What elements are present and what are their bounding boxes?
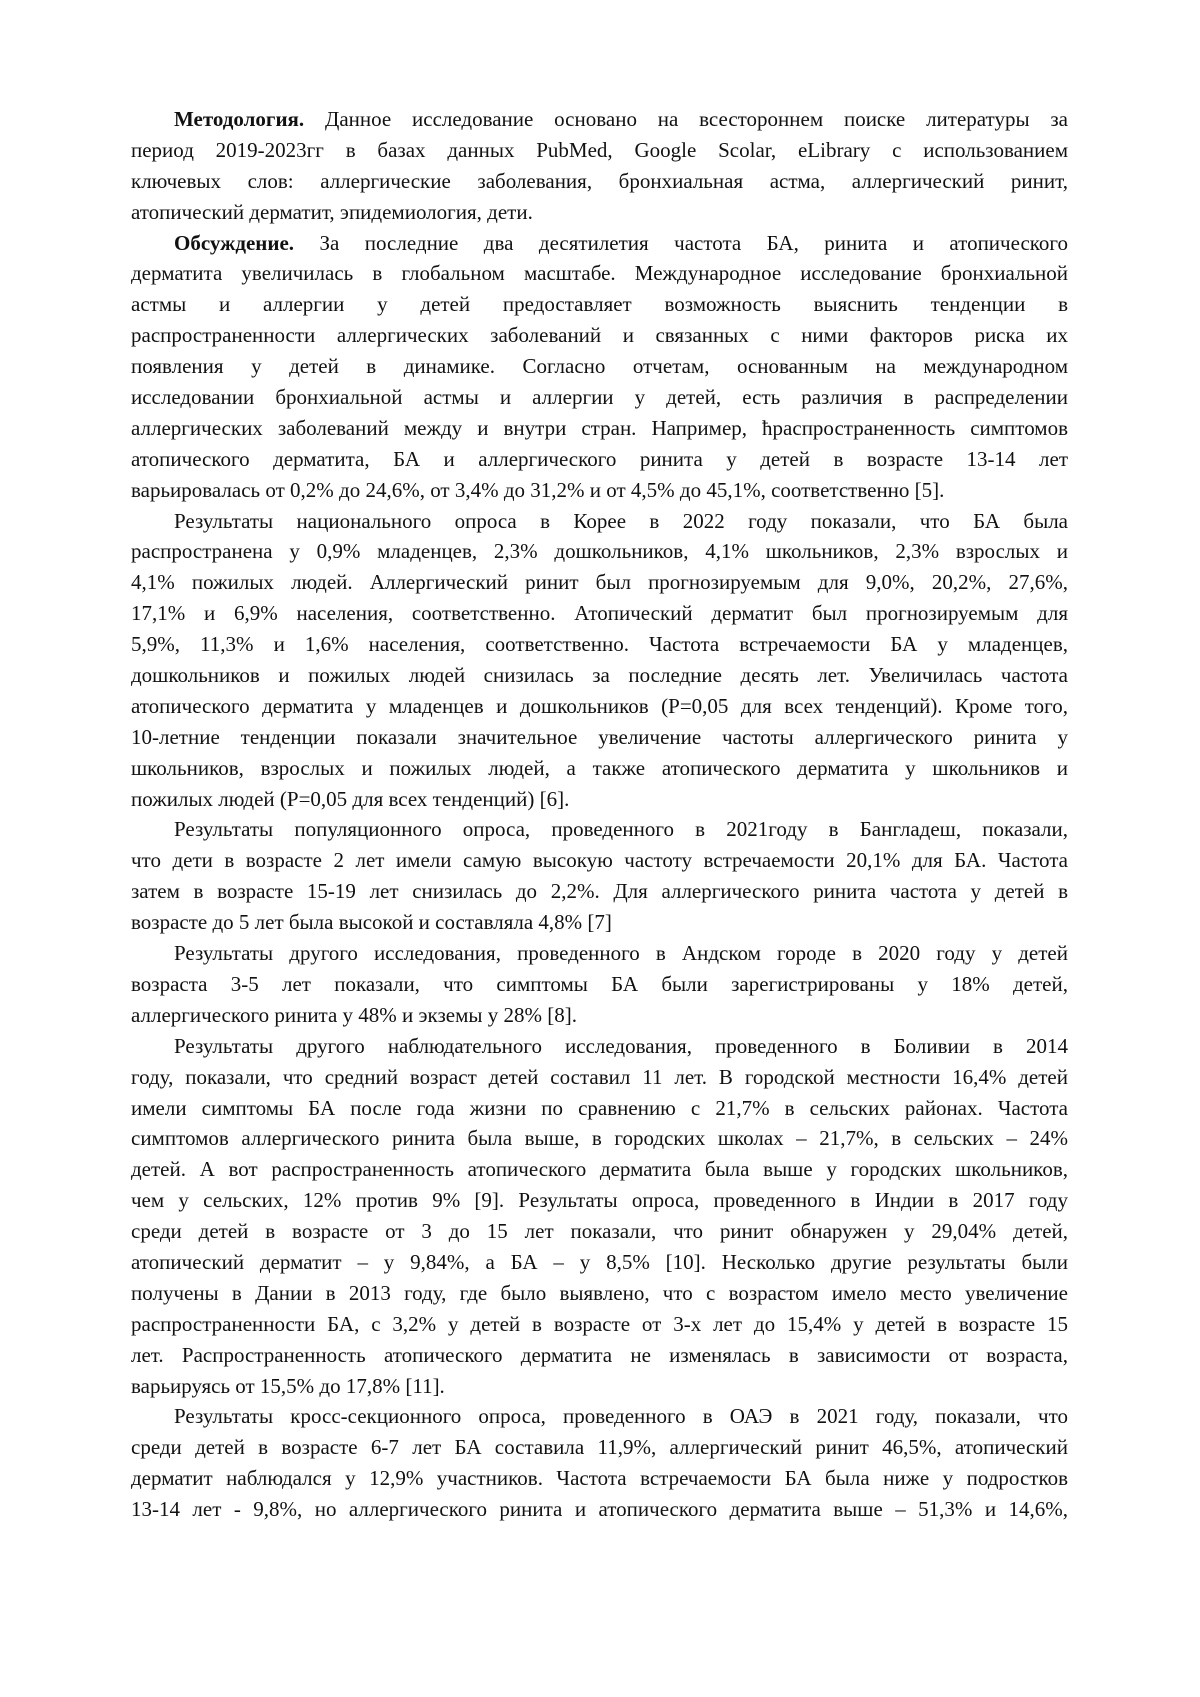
text-line — [131, 1062, 1068, 1093]
section-heading: Обсуждение. — [174, 231, 294, 255]
text-line — [131, 629, 1068, 660]
text-line — [131, 1247, 1068, 1278]
paragraph — [131, 1031, 1068, 1402]
line-text: распространенности аллергических заболеваний и связанных с ними факторов риска их — [131, 323, 1068, 347]
document-page — [131, 104, 1068, 1525]
line-text: атопический дерматит – у 9,84%, а БА – у 8,5% [10]. Несколько другие результаты были — [131, 1250, 1068, 1274]
line-text: 13-14 лет - 9,8%, но аллергического ринита и атопического дерматита выше – 51,3% и 14,6%, — [131, 1497, 1068, 1521]
line-text: За последние два десятилетия частота БА, ринита и атопического — [294, 231, 1068, 255]
text-line — [131, 1031, 1068, 1062]
text-line — [131, 938, 1068, 969]
text-line — [131, 814, 1068, 845]
line-text: возраста 3-5 лет показали, что симптомы БА были зарегистрированы у 18% детей, — [131, 972, 1068, 996]
text-line — [131, 1463, 1068, 1494]
text-line — [131, 1000, 1068, 1031]
line-text: дерматита увеличилась в глобальном масштабе. Международное исследование бронхиальной — [131, 261, 1068, 285]
line-text: Данное исследование основано на всестороннем поиске литературы за — [304, 107, 1068, 131]
line-text: что дети в возрасте 2 лет имели самую высокую частоту встречаемости 20,1% для БА. Частота — [131, 848, 1068, 872]
paragraph — [131, 228, 1068, 506]
line-text: атопического дерматита, БА и аллергического ринита у детей в возрасте 13-14 лет — [131, 447, 1068, 471]
line-text: возрасте до 5 лет была высокой и составляла 4,8% [7] — [131, 910, 612, 934]
line-text: атопического дерматита у младенцев и дошкольников (P=0,05 для всех тенденций). Кроме того, — [131, 694, 1068, 718]
line-text: аллергического ринита у 48% и экземы у 28% [8]. — [131, 1003, 577, 1027]
line-text: появления у детей в динамике. Согласно отчетам, основанным на международном — [131, 354, 1068, 378]
paragraph — [131, 104, 1068, 228]
text-line — [131, 1216, 1068, 1247]
text-line — [131, 1154, 1068, 1185]
text-line — [131, 567, 1068, 598]
paragraph — [131, 1401, 1068, 1525]
text-line — [131, 536, 1068, 567]
paragraph — [131, 814, 1068, 938]
line-text: лет. Распространенность атопического дерматита не изменялась в зависимости от возраста, — [131, 1343, 1068, 1367]
text-line — [131, 135, 1068, 166]
line-text: Результаты кросс-секционного опроса, проведенного в ОАЭ в 2021 году, показали, что — [174, 1404, 1068, 1428]
line-text: варьируясь от 15,5% до 17,8% [11]. — [131, 1374, 445, 1398]
line-text: ключевых слов: аллергические заболевания, бронхиальная астма, аллергический ринит, — [131, 169, 1068, 193]
line-text: период 2019-2023гг в базах данных PubMed, Google Scolar, eLibrary с использованием — [131, 138, 1068, 162]
line-text: симптомов аллергического ринита была выше, в городских школах – 21,7%, в сельских – 24% — [131, 1126, 1068, 1150]
text-line — [131, 845, 1068, 876]
line-text: 5,9%, 11,3% и 1,6% населения, соответственно. Частота встречаемости БА у младенцев, — [131, 632, 1068, 656]
line-text: 17,1% и 6,9% населения, соответственно. Атопический дерматит был прогнозируемым для — [131, 601, 1068, 625]
text-line — [131, 1340, 1068, 1371]
line-text: пожилых людей (P=0,05 для всех тенденций) [6]. — [131, 787, 569, 811]
text-line — [131, 1494, 1068, 1525]
text-line — [131, 166, 1068, 197]
text-line — [131, 1432, 1068, 1463]
text-line — [131, 258, 1068, 289]
line-text: среди детей в возрасте 6-7 лет БА составила 11,9%, аллергический ринит 46,5%, атопический — [131, 1435, 1068, 1459]
line-text: 10-летние тенденции показали значительное увеличение частоты аллергического ринита у — [131, 725, 1068, 749]
text-line — [131, 753, 1068, 784]
line-text: чем у сельских, 12% против 9% [9]. Результаты опроса, проведенного в Индии в 2017 году — [131, 1188, 1068, 1212]
line-text: дошкольников и пожилых людей снизилась за последние десять лет. Увеличилась частота — [131, 663, 1068, 687]
text-line — [131, 876, 1068, 907]
line-text: среди детей в возрасте от 3 до 15 лет показали, что ринит обнаружен у 29,04% детей, — [131, 1219, 1068, 1243]
text-line — [131, 444, 1068, 475]
line-text: распространена у 0,9% младенцев, 2,3% дошкольников, 4,1% школьников, 2,3% взрослых и — [131, 539, 1068, 563]
line-text: аллергических заболеваний между и внутри стран. Например, ћраспространенность симптомов — [131, 416, 1068, 440]
paragraph — [131, 938, 1068, 1031]
text-line — [131, 197, 1068, 228]
line-text: 4,1% пожилых людей. Аллергический ринит был прогнозируемым для 9,0%, 20,2%, 27,6%, — [131, 570, 1068, 594]
text-line — [131, 475, 1068, 506]
line-text: атопический дерматит, эпидемиология, дети. — [131, 200, 533, 224]
text-line — [131, 320, 1068, 351]
text-line — [131, 1371, 1068, 1402]
line-text: Результаты популяционного опроса, проведенного в 2021году в Бангладеш, показали, — [174, 817, 1068, 841]
text-line — [131, 104, 1068, 135]
line-text: получены в Дании в 2013 году, где было выявлено, что с возрастом имело место увеличение — [131, 1281, 1068, 1305]
text-line — [131, 784, 1068, 815]
text-line — [131, 1093, 1068, 1124]
text-line — [131, 228, 1068, 259]
text-line — [131, 506, 1068, 537]
line-text: Результаты другого исследования, проведенного в Андском городе в 2020 году у детей — [174, 941, 1068, 965]
line-text: детей. А вот распространенность атопического дерматита была выше у городских школьников, — [131, 1157, 1068, 1181]
text-line — [131, 691, 1068, 722]
text-line — [131, 413, 1068, 444]
text-line — [131, 907, 1068, 938]
line-text: астмы и аллергии у детей предоставляет возможность выяснить тенденции в — [131, 292, 1068, 316]
text-line — [131, 289, 1068, 320]
line-text: варьировалась от 0,2% до 24,6%, от 3,4% до 31,2% и от 4,5% до 45,1%, соответственно [5]. — [131, 478, 944, 502]
text-line — [131, 382, 1068, 413]
line-text: имели симптомы БА после года жизни по сравнению с 21,7% в сельских районах. Частота — [131, 1096, 1068, 1120]
line-text: дерматит наблюдался у 12,9% участников. Частота встречаемости БА была ниже у подростков — [131, 1466, 1068, 1490]
line-text: Результаты национального опроса в Корее в 2022 году показали, что БА была — [174, 509, 1068, 533]
text-line — [131, 1309, 1068, 1340]
text-line — [131, 1401, 1068, 1432]
text-line — [131, 1185, 1068, 1216]
text-line — [131, 1123, 1068, 1154]
line-text: распространенности БА, с 3,2% у детей в возрасте от 3-х лет до 15,4% у детей в возрасте 15 — [131, 1312, 1068, 1336]
line-text: затем в возрасте 15-19 лет снизилась до 2,2%. Для аллергического ринита частота у детей в — [131, 879, 1068, 903]
text-line — [131, 722, 1068, 753]
text-line — [131, 969, 1068, 1000]
text-line — [131, 660, 1068, 691]
line-text: году, показали, что средний возраст детей составил 11 лет. В городской местности 16,4% детей — [131, 1065, 1068, 1089]
paragraph — [131, 506, 1068, 815]
text-line — [131, 351, 1068, 382]
section-heading: Методология. — [174, 107, 304, 131]
line-text: Результаты другого наблюдательного исследования, проведенного в Боливии в 2014 — [174, 1034, 1068, 1058]
line-text: школьников, взрослых и пожилых людей, а также атопического дерматита у школьников и — [131, 756, 1068, 780]
text-line — [131, 1278, 1068, 1309]
line-text: исследовании бронхиальной астмы и аллергии у детей, есть различия в распределении — [131, 385, 1068, 409]
text-line — [131, 598, 1068, 629]
